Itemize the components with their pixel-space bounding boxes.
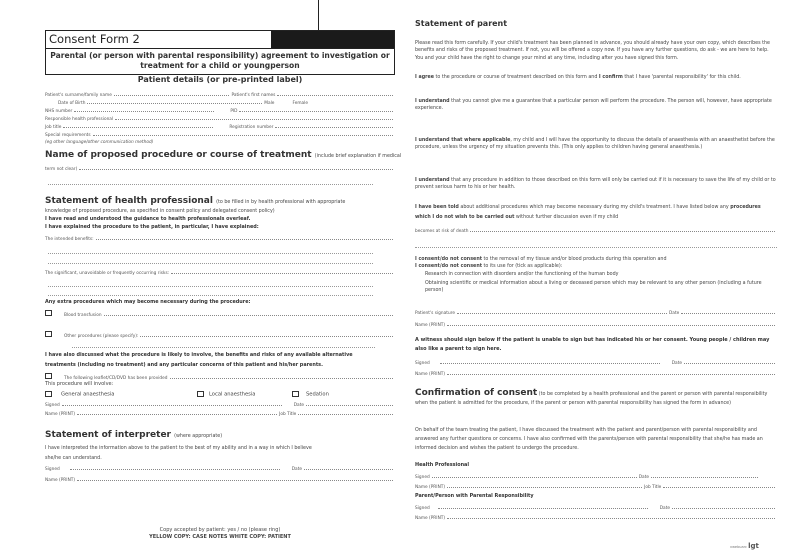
confirm-date-field[interactable]	[651, 474, 758, 478]
risks-line-3[interactable]	[48, 295, 373, 296]
form-title: Consent Form 2	[49, 32, 140, 46]
sedation-checkbox[interactable]	[292, 391, 299, 397]
registration-label: Registration number	[229, 125, 274, 130]
interpreter-note: (where appropriate)	[174, 434, 223, 439]
procedure-field-line-2[interactable]	[48, 184, 373, 185]
local-anaesthesia-checkbox[interactable]	[197, 391, 204, 397]
interpreter-text-1: I have interpreted the information above to the patient to the best of my ability and in a way in which I believe	[45, 446, 312, 451]
hp-confirm-heading: Health Professional	[415, 462, 470, 468]
leaflet-checkbox[interactable]	[45, 373, 52, 379]
interpreter-heading-wrap	[45, 430, 222, 440]
hp-line-2: I have explained the procedure to the patient, in particular, I have explained:	[45, 224, 259, 230]
witness-signed-label: Signed	[415, 361, 430, 366]
leaflet-field[interactable]	[170, 375, 393, 379]
confirm-name-label: Name (PRINT)	[415, 485, 446, 490]
consent-text-1: to the removal of my tissue and/or blood products during this operation and	[482, 257, 667, 262]
interpreter-name-field[interactable]	[77, 477, 393, 481]
surname-field[interactable]	[114, 92, 230, 96]
agree-bold: I agree	[415, 75, 434, 80]
death-field-line-2[interactable]	[415, 247, 777, 248]
female-option[interactable]: Female	[292, 101, 308, 106]
parent-confirm-heading: Parent/Person with Parental Responsibility	[415, 493, 534, 499]
witness-date-label: Date	[671, 361, 683, 366]
understand-text-2: , my child and I will have the opportunity to discuss the details of anaesthesia with an anaesthetist before the procedure, unless the urgency of my situation prevents this. (This only applies to children having general anaesthesia.)	[415, 138, 775, 151]
benefits-line-2[interactable]	[48, 253, 373, 254]
hp-job-title-field[interactable]	[298, 411, 393, 415]
local-anaesthesia-option[interactable]	[197, 391, 292, 398]
understand-text-1: that you cannot give me a guarantee that a particular person will perform the procedure. The person will, however, have appropriate experience.	[415, 99, 772, 112]
parent-confirm-name-field[interactable]	[447, 515, 775, 519]
hp-date-label: Date	[293, 403, 305, 408]
confirm-bold: I confirm	[598, 75, 623, 80]
confirm-name-field[interactable]	[447, 484, 642, 488]
hp-note-2: knowledge of proposed procedure, as specified in consent policy and delegated consent policy)	[45, 209, 275, 214]
death-label: becomes at risk of death	[415, 229, 469, 234]
anaesthesia-options	[45, 391, 395, 398]
job-title-field[interactable]	[63, 124, 213, 128]
confirm-signed-label: Signed	[415, 475, 430, 480]
parent-confirm-name-label: Name (PRINT)	[415, 516, 446, 521]
parent-understand-1	[415, 98, 777, 113]
risks-line-2[interactable]	[48, 286, 373, 287]
risks-field[interactable]	[171, 270, 393, 274]
discussed-text	[45, 351, 395, 370]
hp-note: (to be filled in by health professional with appropriate	[216, 200, 346, 205]
hp-job-title-label: Job Title	[279, 412, 297, 417]
responsible-hp-label: Responsible health professional	[45, 117, 114, 122]
hp-name-label: Name (PRINT)	[45, 412, 76, 417]
interpreter-signed-label: Signed	[45, 467, 60, 472]
form-header	[45, 30, 395, 75]
hp-signed-field[interactable]	[62, 402, 282, 406]
procedure-heading: Name of proposed procedure or course of treatment	[45, 150, 312, 160]
procedure-field[interactable]	[79, 166, 393, 170]
parent-heading: Statement of parent	[415, 19, 508, 28]
surname-label: Patient's surname/family name	[45, 93, 112, 98]
general-anaesthesia-checkbox[interactable]	[45, 391, 52, 397]
copy-accepted: Copy accepted by patient: yes / no (please ring)	[159, 527, 281, 533]
parent-intro: Please read this form carefully. If your child's treatment has been planned in advance, you should already have your own copy, which describes the benefits and risks of the proposed treatment. If not, you will be offered a copy now. If you have any further questions, do ask - we are here to help. You and your child have the right to change your mind at any time, including after you have signed this form.	[415, 41, 770, 61]
consent-tissue	[415, 256, 777, 271]
told-text-2: without further discussion even if my child	[514, 214, 619, 220]
nhs-label: NHS number	[45, 109, 73, 114]
parent-confirm-signed-label: Signed	[415, 506, 430, 511]
confirm-job-title-field[interactable]	[663, 484, 775, 488]
local-anaesthesia-label: Local anaesthesia	[209, 391, 256, 398]
told-text: about additional procedures which may become necessary during my child's treatment. I have listed below any	[458, 205, 731, 210]
discussed-line-2: treatments (including no treatment) and any particular concerns of this patient and his/her parents.	[45, 361, 323, 368]
special-field[interactable]	[93, 132, 393, 136]
special-note: (eg other language/other communication method)	[45, 140, 154, 145]
dob-label: Date of Birth	[58, 101, 86, 106]
understand-bold-1: I understand	[415, 99, 450, 104]
confirm-text: that I have 'parental responsibility' for this child.	[622, 75, 741, 80]
leaflet-label: The following leaflet/CD/DVD has been provided	[64, 376, 168, 381]
confirmation-text: On behalf of the team treating the patient, I have discussed the treatment with the patient and parent/person with parental responsibility and answered any further questions or concerns. I have also confirmed with the parents/person with parental responsibility that she/he has made an informed decision and wishes the patient to undergo the procedure.	[415, 428, 763, 451]
dob-field[interactable]	[87, 100, 262, 104]
patient-details-heading: Patient details (or pre-printed label)	[137, 75, 303, 84]
risks-label: The significant, unavoidable or frequently occurring risks:	[45, 271, 170, 276]
header-black-bar	[271, 31, 394, 48]
blood-label: Blood transfusion	[64, 313, 102, 318]
hp-date-field[interactable]	[306, 402, 393, 406]
copy-distribution: YELLOW COPY: CASE NOTES WHITE COPY: PATIENT	[149, 534, 291, 540]
benefits-field[interactable]	[96, 236, 393, 240]
witness-signed-field[interactable]	[440, 360, 660, 364]
extra-procedures: Any extra procedures which may become necessary during the procedure:	[45, 299, 251, 305]
benefits-label: The intended benefits:	[45, 237, 94, 242]
responsible-hp-field[interactable]	[115, 116, 393, 120]
hp-line-1: I have read and understood the guidance to health professionals overleaf.	[45, 216, 251, 222]
patient-signature-field[interactable]	[457, 310, 667, 314]
consent-text-2: to its use for (tick as applicable):	[482, 264, 563, 270]
general-anaesthesia-option[interactable]	[45, 391, 197, 398]
witness-name-label: Name (PRINT)	[415, 372, 446, 377]
told-bold-2: procedures which I do not wish to be carried out	[415, 205, 761, 220]
parent-confirm-date-label: Date	[659, 506, 671, 511]
blood-transfusion-checkbox[interactable]	[45, 310, 52, 316]
involve-label: This procedure will involve:	[45, 381, 114, 387]
procedure-note-2: term not clear)	[45, 167, 78, 172]
parent-understand-3	[415, 177, 777, 192]
job-title-label: Job title	[45, 125, 62, 130]
parent-date-field[interactable]	[681, 310, 775, 314]
first-names-field[interactable]	[277, 92, 393, 96]
logo-prefix: vwebuarc	[730, 545, 747, 549]
sedation-option[interactable]	[292, 391, 329, 398]
interpreter-date-label: Date	[291, 467, 303, 472]
interpreter-name-label: Name (PRINT)	[45, 478, 76, 483]
interpreter-text-2: she/he can understand.	[45, 455, 102, 461]
blood-field[interactable]	[104, 312, 393, 316]
understand-bold-3: I understand	[415, 178, 450, 183]
other-line-2[interactable]	[72, 347, 375, 348]
procedure-note: (include brief explanation if medical	[314, 154, 402, 159]
hp-heading-wrap	[45, 196, 345, 206]
other-field[interactable]	[140, 333, 393, 337]
parent-agree	[415, 74, 777, 81]
told-bold: I have been told	[415, 205, 459, 210]
death-field[interactable]	[470, 228, 775, 232]
confirmation-heading: Confirmation of consent	[415, 388, 538, 398]
nhs-field[interactable]	[74, 108, 214, 112]
witness-text: A witness should sign below if the patient is unable to sign but has indicated his or her consent. Young people / children may also like a parent to sign here.	[415, 337, 770, 352]
confirm-date-label: Date	[638, 475, 650, 480]
pid-field[interactable]	[239, 108, 393, 112]
male-option[interactable]: Male	[264, 101, 275, 106]
confirmation-note: (to be completed by a health professional and the parent or person with parental responsibility when the patient is admitted for the procedure, if the parent or person with parental responsibility has signed the form in advance)	[415, 392, 768, 406]
parent-confirm-date-field[interactable]	[672, 505, 775, 509]
hp-signed-label: Signed	[45, 403, 60, 408]
parent-understand-2	[415, 137, 777, 152]
general-anaesthesia-label: General anaesthesia	[61, 391, 115, 398]
interpreter-text	[45, 444, 395, 463]
agree-text: to the procedure or course of treatment described on this form and	[434, 75, 599, 80]
confirmation-block	[415, 389, 777, 408]
interpreter-signed-field[interactable]	[70, 466, 280, 470]
witness-date-field[interactable]	[684, 360, 775, 364]
form-subtitle-2: treatment for a child or youngperson	[140, 61, 300, 70]
interpreter-date-field[interactable]	[304, 466, 393, 470]
parent-confirm-signed-field[interactable]	[438, 505, 648, 509]
confirm-signed-field[interactable]	[432, 474, 637, 478]
right-page	[395, 0, 790, 559]
procedure-heading-wrap	[45, 150, 401, 160]
other-label: Other procedures (please specify):	[64, 334, 139, 339]
registration-field[interactable]	[275, 124, 393, 128]
consent-bold-1: I consent/do not consent	[415, 257, 483, 262]
patient-signature-label: Patient's signature	[415, 311, 455, 316]
parent-name-field[interactable]	[447, 322, 775, 326]
hp-heading: Statement of health professional	[45, 196, 213, 206]
parent-told	[415, 203, 777, 222]
parent-name-label: Name (PRINT)	[415, 323, 446, 328]
form-subtitle-1: Parental (or person with parental responsibility) agreement to investigation or	[50, 51, 390, 60]
witness-name-field[interactable]	[447, 371, 775, 375]
understand-text-3: that any procedure in addition to those described on this form will only be carried out if it is necessary to save the life of my child or to prevent serious harm to his or her health.	[415, 178, 776, 191]
copy-footer	[45, 527, 395, 541]
pid-label: PID	[230, 109, 238, 114]
other-procedures-checkbox[interactable]	[45, 331, 52, 337]
sedation-label: Sedation	[306, 391, 329, 398]
research-option[interactable]: Research in connection with disorders and/or the functioning of the human body	[425, 272, 619, 277]
first-names-label: Patient's first names	[231, 93, 276, 98]
discussed-line-1: I have also discussed what the procedure is likely to involve, the benefits and risks of any available alternative	[45, 352, 353, 358]
logo-area	[730, 542, 759, 550]
special-label: Special requirements	[45, 133, 91, 138]
logo-mark: lgt	[748, 542, 759, 550]
fold-line	[318, 0, 319, 30]
consent-bold-2: I consent/do not consent	[415, 264, 483, 270]
hp-name-field[interactable]	[77, 411, 277, 415]
interpreter-heading: Statement of interpreter	[45, 430, 171, 440]
benefits-line-3[interactable]	[48, 263, 373, 264]
obtaining-option[interactable]: Obtaining scientific or medical information about a living or deceased person which may be relevant to any other person (including a future person)	[425, 281, 762, 294]
parent-date-label: Date	[669, 311, 680, 316]
understand-bold-2: I understand that where applicable	[415, 138, 511, 143]
confirm-job-title-label: Job Title	[644, 485, 662, 490]
